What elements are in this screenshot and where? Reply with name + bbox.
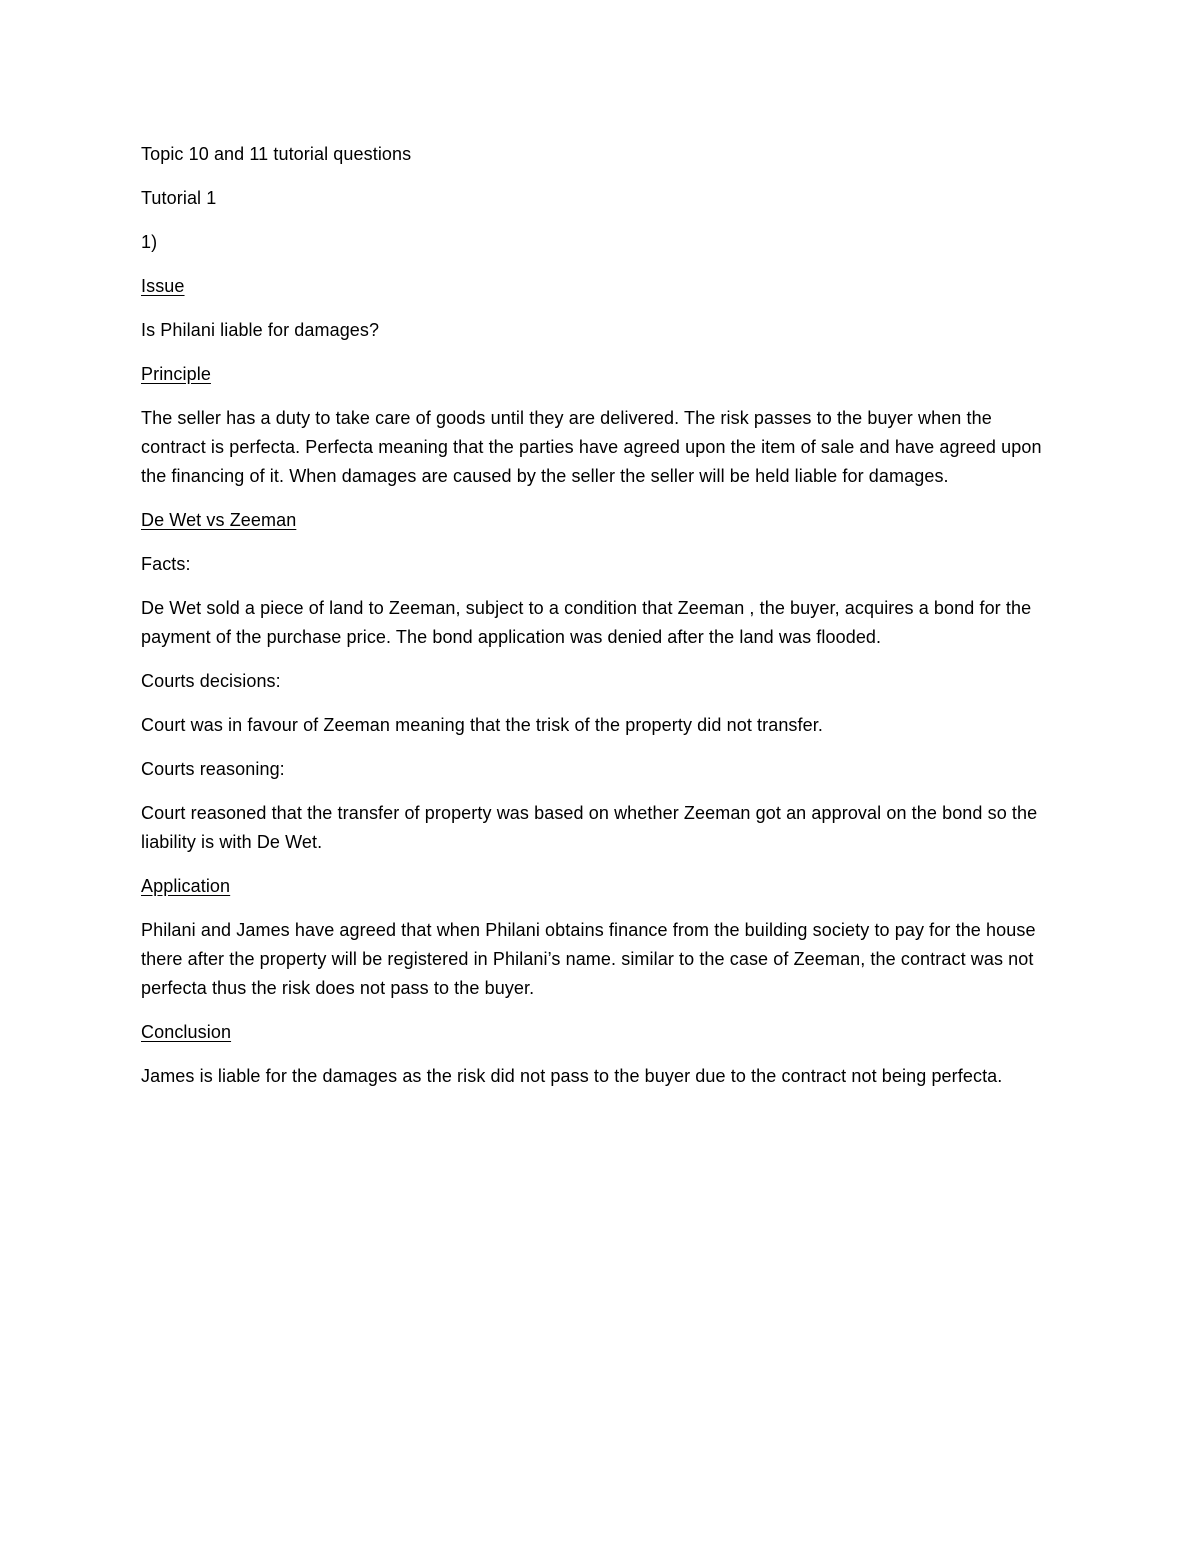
decisions-label: Courts decisions:	[141, 671, 281, 691]
principle-text: The seller has a duty to take care of goods until they are delivered. The risk passes to the buyer when the contract is perfecta. Perfecta meaning that the parties have agreed upon the item of sale and have agreed upon the financing of it. When damages are caused by the seller the seller will be held liable for damages.	[141, 408, 1042, 486]
decisions-text: Court was in favour of Zeeman meaning that the trisk of the property did not transfer.	[141, 715, 823, 735]
facts-text: De Wet sold a piece of land to Zeeman, subject to a condition that Zeeman , the buyer, acquires a bond for the payment of the purchase price. The bond application was denied after the land was flooded.	[141, 598, 1032, 647]
issue-heading: Issue	[141, 276, 185, 296]
document-title: Topic 10 and 11 tutorial questions	[141, 144, 412, 164]
facts-label: Facts:	[141, 554, 191, 574]
document-page	[141, 140, 1061, 1106]
application-heading: Application	[141, 876, 231, 896]
reasoning-label: Courts reasoning:	[141, 759, 285, 779]
conclusion-text: James is liable for the damages as the risk did not pass to the buyer due to the contract not being perfecta.	[141, 1066, 1003, 1086]
application-text: Philani and James have agreed that when Philani obtains finance from the building society to pay for the house there after the property will be registered in Philani’s name. similar to the case of Zeeman, the contract was not perfecta thus the risk does not pass to the buyer.	[141, 920, 1036, 998]
principle-heading: Principle	[141, 364, 211, 384]
reasoning-text: Court reasoned that the transfer of property was based on whether Zeeman got an approval on the bond so the liability is with De Wet.	[141, 803, 1038, 852]
conclusion-heading: Conclusion	[141, 1022, 232, 1042]
case-heading: De Wet vs Zeeman	[141, 510, 297, 530]
tutorial-label: Tutorial 1	[141, 188, 217, 208]
issue-text: Is Philani liable for damages?	[141, 320, 380, 340]
question-number: 1)	[141, 232, 158, 252]
